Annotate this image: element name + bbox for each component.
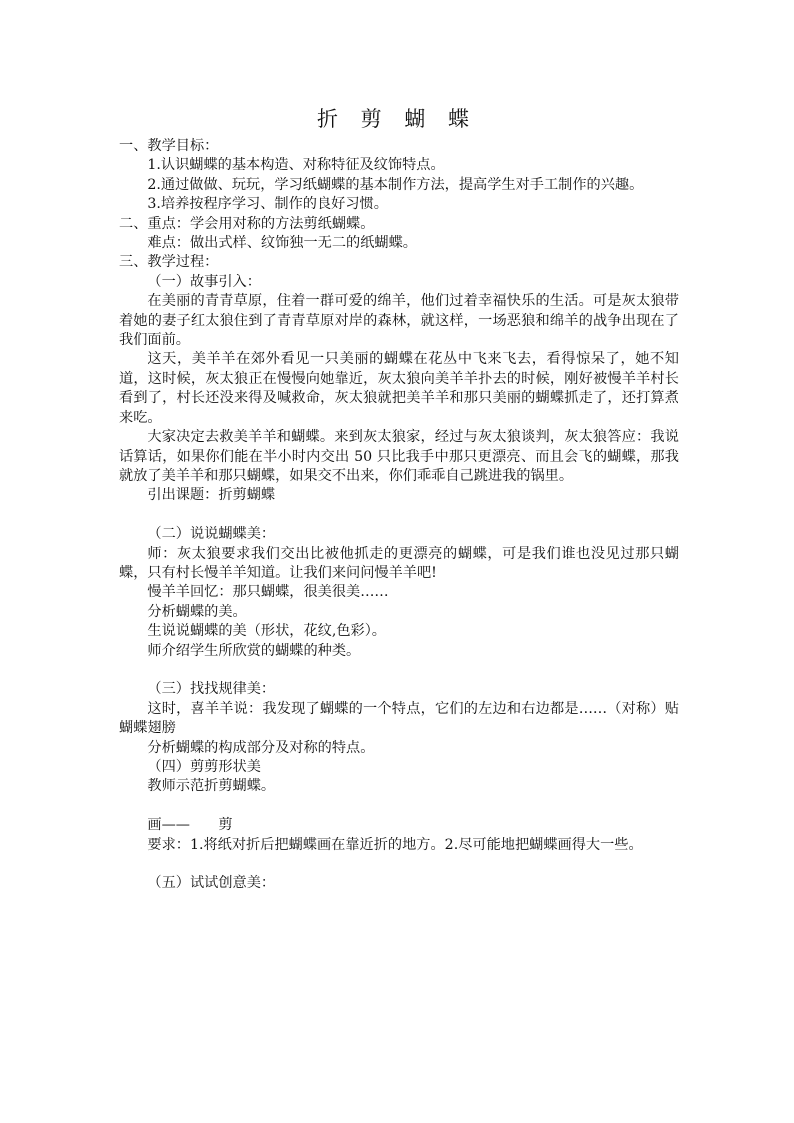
story-paragraph-3: 大家决定去救美羊羊和蝴蝶。来到灰太狼家，经过与灰太狼谈判，灰太狼答应：我说话算话，如果你们能在半小时内交出 50 只比我手中那只更漂亮、而且会飞的蝴蝶，那我就放了美羊羊和那只蝴蝶，如果交不出来，你们乖乖自己跳进我的锅里。 (119, 429, 679, 484)
objective-2: 2.通过做做、玩玩，学习纸蝴蝶的基本制作方法，提高学生对手工制作的兴趣。 (147, 176, 644, 193)
story-paragraph-2: 这天，美羊羊在郊外看见一只美丽的蝴蝶在花丛中飞来飞去，看得惊呆了，她不知道，这时候，灰太狼正在慢慢向她靠近，灰太狼向美羊羊扑去的时候，刚好被慢羊羊村长看到了，村长还没来得及喊救命，灰太狼就把美羊羊和那只美丽的蝴蝶抓走了，还打算煮来吃。 (119, 351, 679, 426)
subheading-pattern-beauty: （三）找找规律美： (147, 681, 276, 698)
recall-line: 慢羊羊回忆：那只蝴蝶，很美很美…… (147, 584, 389, 601)
objective-3: 3.培养按程序学习、制作的良好习惯。 (147, 196, 388, 213)
story-paragraph-1: 在美丽的青青草原，住着一群可爱的绵羊，他们过着幸福快乐的生活。可是灰太狼带着她的妻子红太狼住到了青青草原对岸的森林，就这样，一场恶狼和绵羊的战争出现在了我们面前。 (119, 293, 679, 349)
subheading-creative-beauty: （五）试试创意美： (147, 875, 276, 892)
blank-line (119, 661, 679, 680)
objective-1: 1.认识蝴蝶的基本构造、对称特征及纹饰特点。 (147, 157, 445, 174)
difficult-point: 难点：做出式样、纹饰独一无二的纸蝴蝶。 (147, 235, 417, 252)
subheading-story-intro: （一）故事引入： (147, 273, 261, 290)
analysis-line: 分析蝴蝶的美。 (147, 603, 247, 620)
section-heading-objectives: 一、教学目标： (119, 138, 219, 154)
section-heading-process: 三、教学过程： (119, 254, 219, 271)
section-heading-key-point: 二、重点：学会用对称的方法剪纸蝴蝶。 (119, 215, 375, 232)
subheading-butterfly-beauty: （二）说说蝴蝶美： (147, 526, 276, 543)
document-body (119, 137, 679, 894)
blank-line (119, 855, 679, 874)
teacher-intro-line: 师介绍学生所欣赏的蝴蝶的种类。 (147, 642, 361, 659)
teacher-paragraph: 师：灰太狼要求我们交出比被他抓走的更漂亮的蝴蝶，可是我们谁也没见过那只蝴蝶，只有村长慢羊羊知道。让我们来问问慢羊羊吧! (119, 545, 679, 581)
demo-line: 教师示范折剪蝴蝶。 (147, 778, 276, 795)
lesson-topic: 引出课题：折剪蝴蝶 (147, 487, 276, 504)
requirements-paragraph: 要求：1.将纸对折后把蝴蝶画在靠近折的地方。2.尽可能地把蝴蝶画得大一些。 (147, 836, 643, 853)
blank-line (119, 797, 679, 816)
subheading-cut-shape: （四）剪剪形状美 (147, 758, 261, 775)
structure-line: 分析蝴蝶的构成部分及对称的特点。 (147, 739, 375, 756)
student-line: 生说说蝴蝶的美（形状，花纹,色彩）。 (147, 623, 386, 640)
page-title: 折 剪 蝴 蝶 (316, 107, 478, 131)
blank-line (119, 506, 679, 525)
draw-cut-line: 画—— 剪 (147, 817, 233, 834)
symmetry-paragraph: 这时，喜羊羊说：我发现了蝴蝶的一个特点，它们的左边和右边都是……（对称）贴蝴蝶翅膀 (119, 700, 679, 737)
